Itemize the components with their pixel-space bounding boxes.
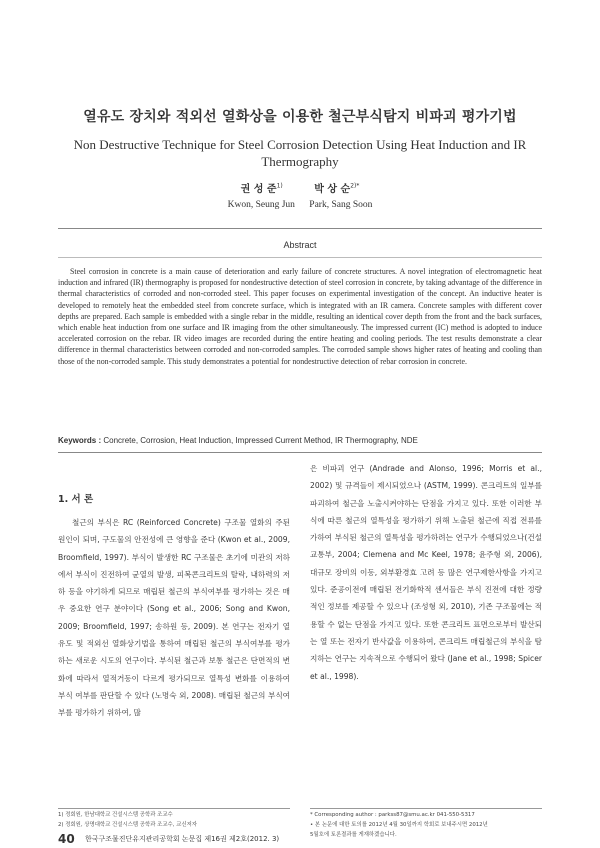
abstract-top-rule [58, 228, 542, 229]
authors-korean [0, 180, 600, 195]
title-english: Non Destructive Technique for Steel Corrosion Detection Using Heat Induction and IR Thermography [73, 137, 527, 169]
footnote-discussion-1: • 본 논문에 대한 토의를 2012년 4월 30일까지 학회로 보내주시면 2012년 [310, 822, 488, 828]
footnote-corresponding-author: * Corresponding author : parkss87@smu.ac.kr 041-550-5317 [310, 812, 475, 818]
page-footer [58, 832, 542, 846]
body-paragraph-left: 철근의 부식은 RC (Reinforced Concrete) 구조물 열화의 주된 원인이 되며, 구도물의 안전성에 큰 영향을 준다 (Kwon et al., 2009, Broomfield, 1997). 부식이 발생한 RC 구조물은 초기에 미관의 저하에서 부식이 진전하여 균열의 발생, 피복콘크리트의 탈락, 내하력의 저하 등을 야기하게 되므로 매립된 철근의 부식여부를 평가하는 것은 매우 중요한 연구 분야이다 (Song et al., 2006; Song and Kwon, 2009; Broomfield, 1997; 송하원 등, 2009). 본 연구는 전자기 열 유도 및 적외선 열화상기법을 통하여 매립된 철근의 부식여부를 평가하는 새로운 시도의 연구이다. 부식된 철근과 보통 철근은 단면적의 변화에 따라서 열적거동이 다르게 평가되므로 열특성 변화를 이용하여 부식 여부를 판단할 수 있다 (노명숙 외, 2008). 매립된 철근의 부식여부를 평가하기 위하여, 많 [58, 518, 290, 718]
author-1 [241, 180, 283, 195]
page-number: 40 [58, 832, 75, 846]
keywords-list: Concrete, Corrosion, Heat Induction, Impressed Current Method, IR Thermography, NDE [103, 436, 418, 445]
keywords-label: Keywords : [58, 436, 102, 445]
section-heading-introduction: 1. 서 론 [58, 494, 94, 505]
footnote-affiliation-2: 2) 정회원, 상명대학교 건설시스템 공학과 조교수, 교신저자 [58, 822, 198, 828]
author-1-en: Kwon, Seung Jun [227, 200, 295, 210]
author-2-name: 박 상 순 [314, 184, 351, 195]
body-paragraph-right: 은 비파괴 연구 (Andrade and Alonso, 1996; Morris et al., 2002) 및 규격들이 제시되었으나 (ASTM, 1999). 콘크리트의 일부를 파괴하여 철근을 노출시켜야하는 단점을 가지고 있다. 또한 이러한 부식에 따른 철근의 열특성을 평가하기 위해 노출된 철근에 직접 전류를 가하여 부식된 철근의 열특성을 평가하려는 연구가 수행되었으나(건설교통부, 2004; Clemena and Mc Keel, 1978; 윤주형 외, 2006), 대규모 장비의 이동, 외부환경효 고려 등 많은 연구제한사항을 가지고 있다. 준공이전에 매립된 전기화학적 센서들은 부식 진전에 대한 정량적인 정보를 제공할 수 있으나 (조성형 외, 2010), 기존 구조물에는 적용할 수 없는 단점을 가지고 있다. 또한 콘크리트 표면으로부터 발산되는 열 또는 전자기 반사값을 이용하여, 콘크리트 매립철근의 부식을 탐지하는 연구는 지속적으로 수행되어 왔다 (Jane et al., 1998; Spicer et al., 1998). [310, 464, 542, 681]
keywords-bottom-rule [58, 452, 542, 453]
footnote-rule-right [310, 808, 542, 809]
left-column [58, 490, 290, 722]
footnote-rule-left [58, 808, 290, 809]
footnote-discussion-2: 5월호에 토론결과를 게재하겠습니다. [310, 832, 397, 838]
author-2-en: Park, Sang Soon [309, 200, 373, 210]
journal-info: 한국구조물진단유지관리공학회 논문집 제16권 제2호(2012. 3) [84, 835, 280, 843]
author-2-mark: 2)* [350, 182, 360, 190]
author-1-mark: 1) [276, 182, 283, 190]
title-korean: 열유도 장치와 적외선 열화상을 이용한 철근부식탐지 비파괴 평가기법 [83, 109, 517, 125]
footnotes-affiliations [58, 810, 290, 830]
abstract-text: Steel corrosion in concrete is a main cause of deterioration and early failure of concrete structures. A novel integration of electromagnetic heat induction and infrared (IR) thermography is proposed for nondestructive detection of steel corrosion in concrete, by taking advantage of the difference in thermal characteristics of corroded and non-corroded steel. This paper focuses on experimental investigation of the concept. An inductive heater is developed to remotely heat the embedded steel from concrete surface, which is integrated with an IR camera. Concrete samples with different cover depths are prepared. Each sample is embedded with a single rebar in the middle, resulting an identical cover depth from the front and the back surfaces, which enable heat induction from one surface and IR imaging from the other simultaneously. The impressed current (IC) method is adopted to induce accelerated corrosion on the rebar. IR video images are recorded during the entire heating and cooling periods. The test results demonstrate a clear difference in thermal characteristics between corroded and non-corroded samples. The corroded sample shows higher rates of heating and cooling than those of the non-corroded sample. This study demonstrates a potential for nondestructive detection of rebar corrosion in concrete. [58, 267, 542, 366]
abstract-heading-rule [58, 257, 542, 258]
footnote-affiliation-1: 1) 정회원, 한남대학교 건설시스템 공학과 조교수 [58, 812, 173, 818]
keywords-line [58, 436, 542, 445]
authors-english [0, 200, 600, 210]
abstract-heading: Abstract [283, 240, 317, 250]
right-column [310, 460, 542, 685]
author-2 [314, 180, 359, 195]
author-1-name: 권 성 준 [240, 184, 277, 195]
